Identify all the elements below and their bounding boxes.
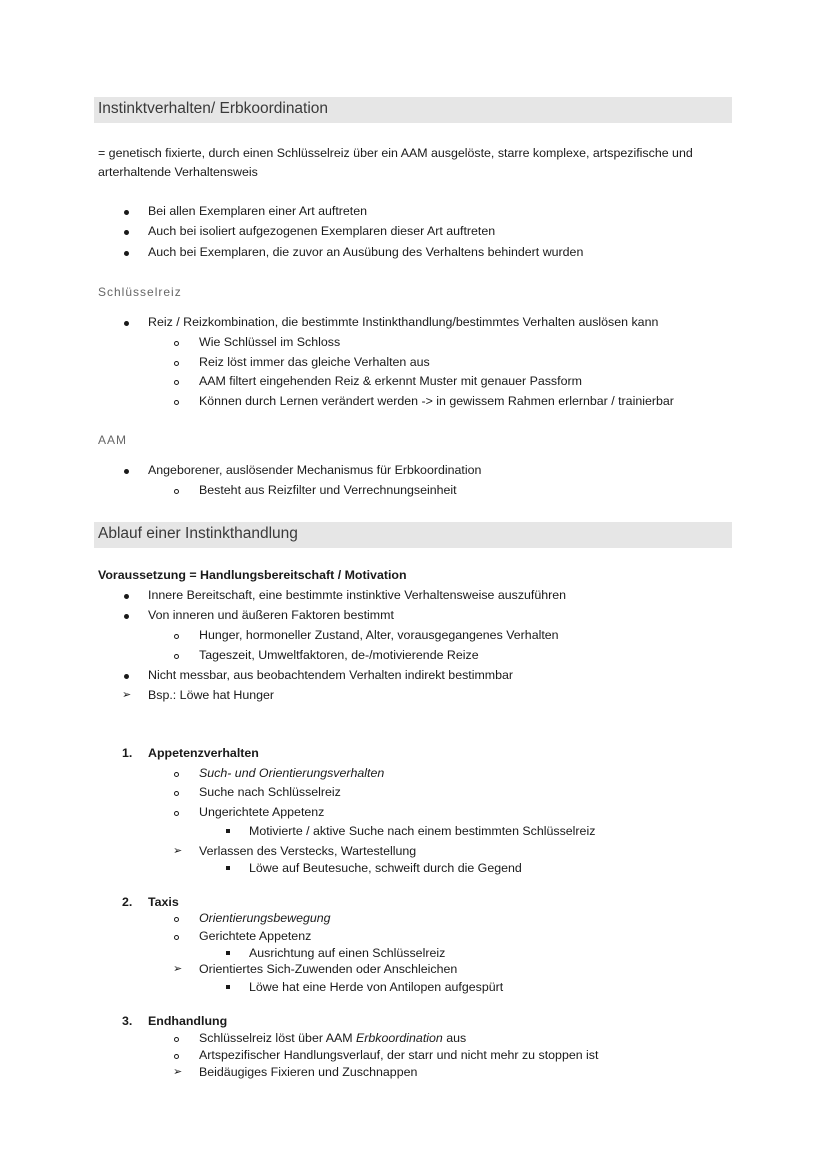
list-item: Löwe hat eine Herde von Antilopen aufgespürt <box>249 980 504 994</box>
bullet-dot-icon <box>124 251 129 256</box>
prerequisite-heading: Voraussetzung = Handlungsbereitschaft / Motivation <box>98 568 407 582</box>
bullet-dot-icon <box>124 594 129 599</box>
list-item-text: Schlüsselreiz löst über AAM <box>199 1031 357 1045</box>
bullet-dot-icon <box>124 674 129 679</box>
circle-bullet-icon <box>174 361 179 366</box>
circle-bullet-icon <box>174 341 179 346</box>
section-heading-instinktverhalten: Instinktverhalten/ Erbkoordination <box>98 100 329 117</box>
step-number: 3. <box>122 1014 133 1028</box>
circle-bullet-icon <box>174 772 179 777</box>
step-title-appetenzverhalten: Appetenzverhalten <box>148 746 259 760</box>
circle-bullet-icon <box>174 654 179 659</box>
circle-bullet-icon <box>174 489 179 494</box>
bullet-dot-icon <box>124 230 129 235</box>
list-item: Ungerichtete Appetenz <box>199 805 325 819</box>
list-item: Beidäugiges Fixieren und Zuschnappen <box>199 1065 418 1079</box>
circle-bullet-icon <box>174 917 179 922</box>
arrow-bullet-icon: ➢ <box>173 1066 183 1078</box>
list-item: Nicht messbar, aus beobachtendem Verhalten indirekt bestimmbar <box>148 668 514 682</box>
square-bullet-icon <box>226 829 230 833</box>
step-number: 2. <box>122 895 133 909</box>
arrow-bullet-icon: ➢ <box>122 689 132 701</box>
list-item: Auch bei isoliert aufgezogenen Exemplaren dieser Art auftreten <box>148 224 496 238</box>
section-heading-ablauf: Ablauf einer Instinkthandlung <box>98 525 298 542</box>
bullet-dot-icon <box>124 321 129 326</box>
list-item: Können durch Lernen verändert werden -> in gewissem Rahmen erlernbar / trainierbar <box>199 394 674 408</box>
list-item: Tageszeit, Umweltfaktoren, de-/motivierende Reize <box>199 648 479 662</box>
list-item: Besteht aus Reizfilter und Verrechnungseinheit <box>199 483 457 497</box>
list-item: Bsp.: Löwe hat Hunger <box>148 688 275 702</box>
list-item: Von inneren und äußeren Faktoren bestimmt <box>148 608 394 622</box>
square-bullet-icon <box>226 985 230 989</box>
list-item: Angeborener, auslösender Mechanismus für Erbkoordination <box>148 463 482 477</box>
circle-bullet-icon <box>174 380 179 385</box>
arrow-bullet-icon: ➢ <box>173 845 183 857</box>
bullet-dot-icon <box>124 469 129 474</box>
definition-line-2: arterhaltende Verhaltensweis <box>98 165 258 179</box>
list-item: Innere Bereitschaft, eine bestimmte instinktive Verhaltensweise auszuführen <box>148 588 567 602</box>
circle-bullet-icon <box>174 1054 179 1059</box>
list-item: Verlassen des Verstecks, Wartestellung <box>199 844 417 858</box>
list-item: Ausrichtung auf einen Schlüsselreiz <box>249 946 446 960</box>
circle-bullet-icon <box>174 634 179 639</box>
list-item: Reiz / Reizkombination, die bestimmte Instinkthandlung/bestimmtes Verhalten auslösen kann <box>148 315 659 329</box>
list-item: Hunger, hormoneller Zustand, Alter, vorausgegangenes Verhalten <box>199 628 559 642</box>
list-item: Artspezifischer Handlungsverlauf, der starr und nicht mehr zu stoppen ist <box>199 1048 599 1062</box>
list-item: Such- und Orientierungsverhalten <box>199 766 385 780</box>
circle-bullet-icon <box>174 791 179 796</box>
list-item: AAM filtert eingehenden Reiz & erkennt Muster mit genauer Passform <box>199 374 582 388</box>
arrow-bullet-icon: ➢ <box>173 963 183 975</box>
list-item: Gerichtete Appetenz <box>199 929 312 943</box>
circle-bullet-icon <box>174 935 179 940</box>
list-item: Orientiertes Sich-Zuwenden oder Anschleichen <box>199 962 458 976</box>
definition-line-1: = genetisch fixierte, durch einen Schlüsselreiz über ein AAM ausgelöste, starre komplexe, artspezifische und <box>98 146 693 160</box>
subheading-aam: AAM <box>98 433 128 447</box>
bullet-dot-icon <box>124 614 129 619</box>
list-item: Bei allen Exemplaren einer Art auftreten <box>148 204 368 218</box>
list-item: Löwe auf Beutesuche, schweift durch die Gegend <box>249 861 522 875</box>
circle-bullet-icon <box>174 1037 179 1042</box>
list-item: Auch bei Exemplaren, die zuvor an Ausübung des Verhaltens behindert wurden <box>148 245 584 259</box>
circle-bullet-icon <box>174 400 179 405</box>
step-title-taxis: Taxis <box>148 895 179 909</box>
circle-bullet-icon <box>174 811 179 816</box>
step-title-endhandlung: Endhandlung <box>148 1014 228 1028</box>
list-item: Orientierungsbewegung <box>199 911 331 925</box>
list-item: Suche nach Schlüsselreiz <box>199 785 341 799</box>
step-number: 1. <box>122 746 133 760</box>
square-bullet-icon <box>226 866 230 870</box>
list-item <box>199 1031 466 1045</box>
list-item: Motivierte / aktive Suche nach einem bestimmten Schlüsselreiz <box>249 824 596 838</box>
list-item-text: aus <box>442 1031 467 1045</box>
list-item: Reiz löst immer das gleiche Verhalten aus <box>199 355 430 369</box>
subheading-schluesselreiz: Schlüsselreiz <box>98 285 182 299</box>
list-item: Wie Schlüssel im Schloss <box>199 335 341 349</box>
square-bullet-icon <box>226 951 230 955</box>
bullet-dot-icon <box>124 210 129 215</box>
list-item-emphasis: Erbkoordination <box>356 1031 443 1045</box>
